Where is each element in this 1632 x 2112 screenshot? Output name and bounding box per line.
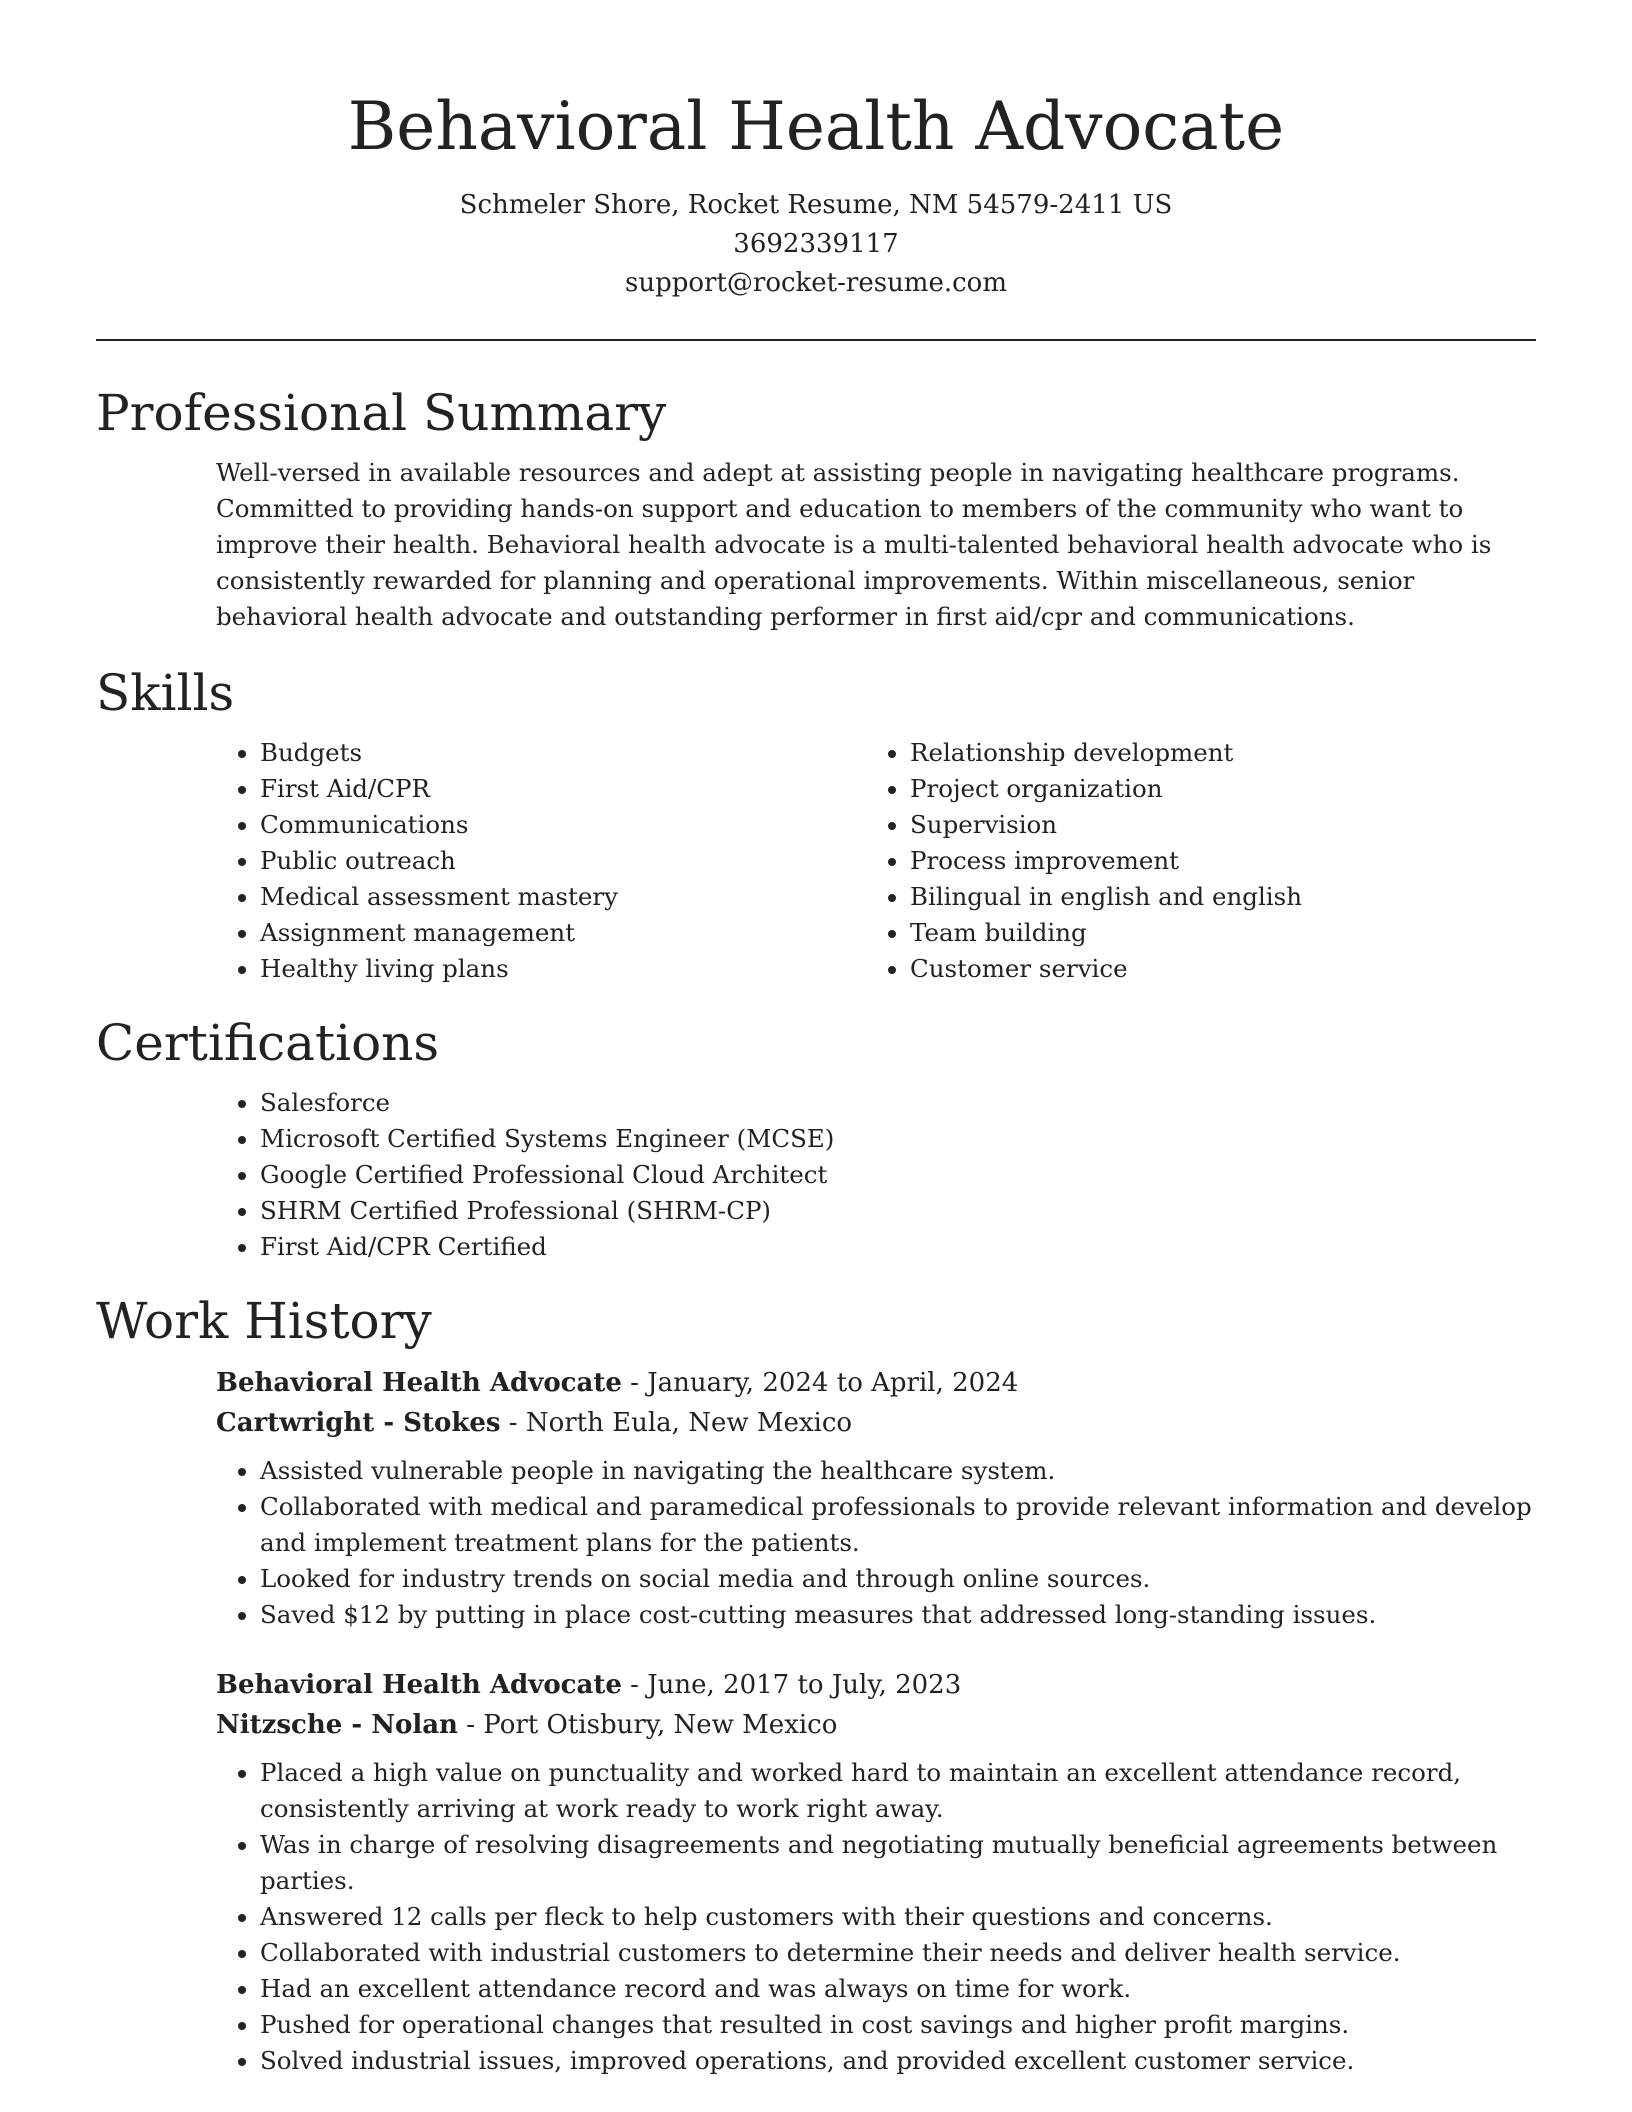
resume-header	[96, 0, 1536, 303]
job-bullets	[96, 1755, 1550, 2079]
job-entry	[216, 1363, 1536, 1443]
contact-address: Schmeler Shore, Rocket Resume, NM 54579-2411 US	[459, 190, 1173, 220]
skills-list-right	[866, 735, 1516, 987]
list-item: • Process improvement	[910, 843, 1516, 879]
job-bullets	[96, 1453, 1550, 1633]
work-section	[96, 1289, 1536, 2079]
job-entry	[216, 1665, 1536, 1745]
list-item: • Salesforce	[260, 1085, 1536, 1121]
job-title: Behavioral Health Advocate	[216, 1368, 622, 1398]
list-item: • Public outreach	[260, 843, 866, 879]
job-location: - North Eula, New Mexico	[500, 1408, 853, 1438]
summary-section	[96, 381, 1536, 635]
summary-text: Well-versed in available resources and adept at assisting people in navigating healthcare programs. Committed to providing hands-on support and education to members of the community who want to improve their health. Behavioral health advocate is a multi-talented behavioral health advocate who is consistently rewarded for planning and operational improvements. Within miscellaneous, senior behavioral health advocate and outstanding performer in first aid/cpr and communications.	[216, 458, 1492, 631]
list-item: • Microsoft Certified Systems Engineer (MCSE)	[260, 1121, 1536, 1157]
list-item: • Google Certified Professional Cloud Architect	[260, 1157, 1536, 1193]
header-divider	[96, 339, 1536, 341]
skills-column-right	[866, 735, 1516, 987]
certifications-wrap	[216, 1085, 1536, 1265]
list-item: • Was in charge of resolving disagreements and negotiating mutually beneficial agreements between parties.	[260, 1827, 1550, 1899]
job-dates: - June, 2017 to July, 2023	[621, 1670, 962, 1700]
list-item: • Bilingual in english and english	[910, 879, 1516, 915]
list-item: • Relationship development	[910, 735, 1516, 771]
list-item: • SHRM Certified Professional (SHRM-CP)	[260, 1193, 1536, 1229]
skills-columns	[216, 735, 1536, 987]
job-company-line	[216, 1705, 1536, 1745]
list-item: • Assignment management	[260, 915, 866, 951]
job-title: Behavioral Health Advocate	[216, 1670, 622, 1700]
list-item: • Pushed for operational changes that resulted in cost savings and higher profit margins.	[260, 2007, 1550, 2043]
work-title: Work History	[96, 1292, 432, 1350]
list-item: • First Aid/CPR	[260, 771, 866, 807]
list-item: • Communications	[260, 807, 866, 843]
list-item: • Had an excellent attendance record and was always on time for work.	[260, 1971, 1550, 2007]
list-item: • Collaborated with medical and paramedical professionals to provide relevant information and develop and implement treatment plans for the patients.	[260, 1489, 1550, 1561]
skills-title: Skills	[96, 664, 235, 722]
job-company: Cartwright - Stokes	[216, 1408, 501, 1438]
job-title-line	[216, 1665, 1536, 1705]
list-item: • Assisted vulnerable people in navigating the healthcare system.	[260, 1453, 1550, 1489]
job-company-line	[216, 1403, 1536, 1443]
certifications-title: Certifications	[96, 1014, 440, 1072]
skills-section	[96, 661, 1536, 987]
certifications-section	[96, 1011, 1536, 1265]
list-item: • Solved industrial issues, improved operations, and provided excellent customer service.	[260, 2043, 1550, 2079]
list-item: • First Aid/CPR Certified	[260, 1229, 1536, 1265]
contact-email: support@rocket-resume.com	[624, 268, 1007, 298]
resume-name: Behavioral Health Advocate	[347, 88, 1285, 165]
skills-column-left	[216, 735, 866, 987]
skills-list-left	[216, 735, 866, 987]
contact-phone: 3692339117	[733, 229, 899, 259]
summary-title: Professional Summary	[96, 384, 667, 442]
job-title-line	[216, 1363, 1536, 1403]
list-item: • Team building	[910, 915, 1516, 951]
list-item: • Placed a high value on punctuality and worked hard to maintain an excellent attendance record, consistently arriving at work ready to work right away.	[260, 1755, 1550, 1827]
list-item: • Saved $12 by putting in place cost-cutting measures that addressed long-standing issues.	[260, 1597, 1550, 1633]
list-item: • Customer service	[910, 951, 1516, 987]
list-item: • Looked for industry trends on social media and through online sources.	[260, 1561, 1550, 1597]
list-item: • Answered 12 calls per fleck to help customers with their questions and concerns.	[260, 1899, 1550, 1935]
contact-block	[96, 186, 1536, 303]
list-item: • Project organization	[910, 771, 1516, 807]
resume-page	[96, 0, 1536, 2079]
list-item: • Healthy living plans	[260, 951, 866, 987]
job-dates: - January, 2024 to April, 2024	[621, 1368, 1019, 1398]
list-item: • Medical assessment mastery	[260, 879, 866, 915]
job-company: Nitzsche - Nolan	[216, 1710, 458, 1740]
certifications-list	[216, 1085, 1536, 1265]
list-item: • Collaborated with industrial customers to determine their needs and deliver health service.	[260, 1935, 1550, 1971]
list-item: • Supervision	[910, 807, 1516, 843]
list-item: • Budgets	[260, 735, 866, 771]
job-location: - Port Otisbury, New Mexico	[457, 1710, 838, 1740]
